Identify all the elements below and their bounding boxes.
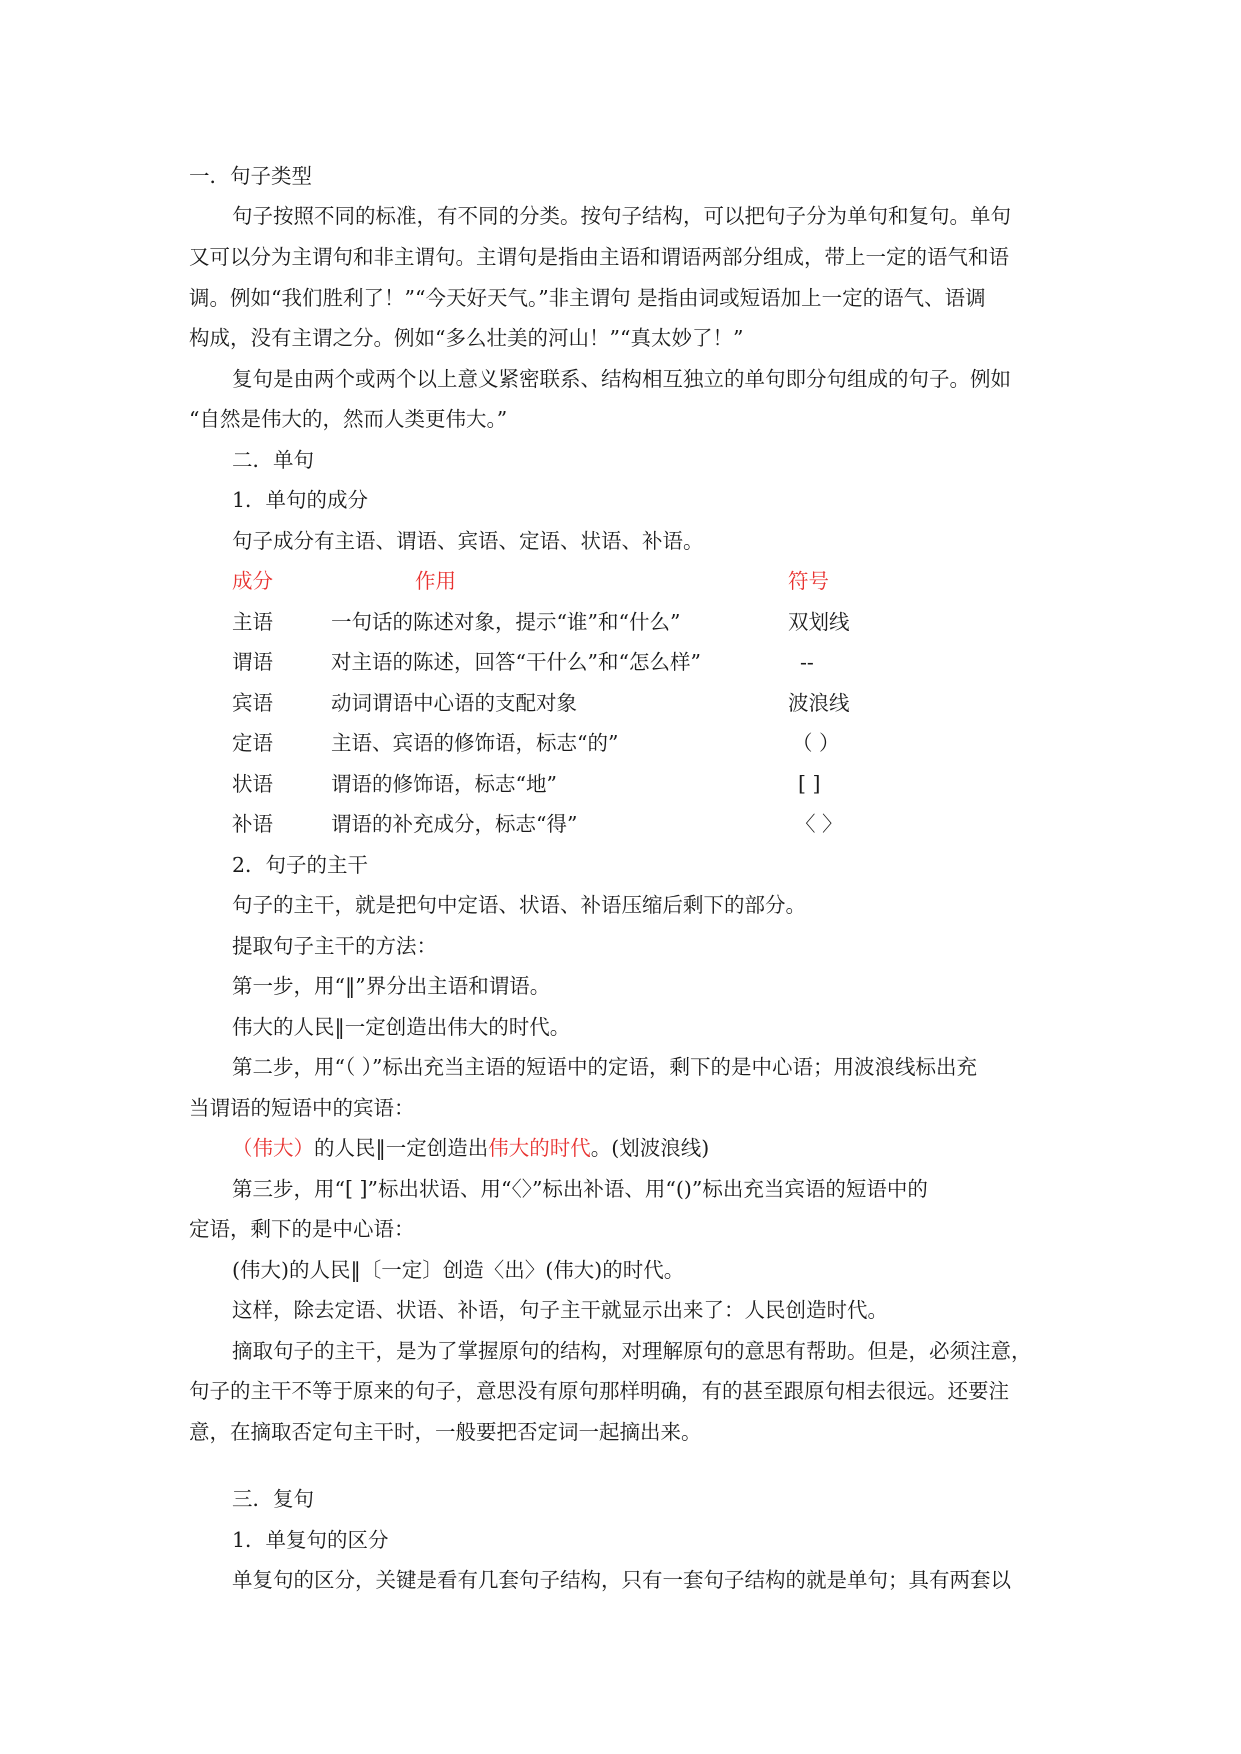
table-cell-symbol: 〈 〉 <box>795 812 843 836</box>
subsection-title: 1．单句的成分 <box>232 488 369 512</box>
object-highlight: 伟大的时代 <box>488 1136 591 1160</box>
paragraph-line: 构成，没有主谓之分。例如“多么壮美的河山！”“真太妙了！” <box>189 326 744 350</box>
paragraph-line: 第一步，用“‖”界分出主语和谓语。 <box>232 974 551 998</box>
paragraph-line: 句子的主干不等于原来的句子，意思没有原句那样明确，有的甚至跟原句相去很远。还要注 <box>189 1379 1009 1403</box>
table-cell-role: 动词谓语中心语的支配对象 <box>331 691 577 715</box>
table-cell-role: 对主语的陈述，回答“干什么”和“怎么样” <box>331 650 701 674</box>
paragraph-line: “自然是伟大的，然而人类更伟大。” <box>189 407 508 431</box>
table-cell-name: 主语 <box>232 610 273 634</box>
attributive-mark: （伟大） <box>232 1136 314 1160</box>
section-2-title: 二．单句 <box>232 448 314 472</box>
table-cell-name: 谓语 <box>232 650 273 674</box>
paragraph-line: 定语，剩下的是中心语： <box>189 1217 415 1241</box>
paragraph-line: 第三步，用“[ ]”标出状语、用“〈〉”标出补语、用“()”标出充当宾语的短语中的 <box>232 1177 928 1201</box>
section-3-title: 三．复句 <box>232 1487 314 1511</box>
paragraph-line: 第二步，用“（ ）”标出充当主语的短语中的定语，剩下的是中心语；用波浪线标出充 <box>232 1055 977 1079</box>
table-cell-role: 谓语的补充成分，标志“得” <box>331 812 578 836</box>
paragraph-line: 又可以分为主谓句和非主谓句。主谓句是指由主语和谓语两部分组成，带上一定的语气和语 <box>189 245 1009 269</box>
section-1-title: 一．句子类型 <box>189 164 312 188</box>
paragraph-line: 提取句子主干的方法： <box>232 934 437 958</box>
paragraph-line: 调。例如“我们胜利了！”“今天好天气。”非主谓句 是指由词或短语加上一定的语气、语调 <box>189 286 986 310</box>
table-cell-symbol: 波浪线 <box>788 691 850 715</box>
paragraph-line: 这样，除去定语、状语、补语，句子主干就显示出来了：人民创造时代。 <box>232 1298 888 1322</box>
subsection-title: 1．单复句的区分 <box>232 1528 389 1552</box>
example-text: 的人民‖一定创造出 <box>314 1136 489 1160</box>
table-header-symbol: 符号 <box>788 569 829 593</box>
table-cell-name: 状语 <box>232 772 273 796</box>
table-cell-name: 定语 <box>232 731 273 755</box>
table-cell-role: 主语、宾语的修饰语，标志“的” <box>331 731 619 755</box>
paragraph-line: 当谓语的短语中的宾语： <box>189 1096 415 1120</box>
example-sentence: (伟大)的人民‖〔一定〕创造〈出〉(伟大)的时代。 <box>232 1258 685 1282</box>
table-cell-symbol: [ ] <box>798 772 821 796</box>
example-note: 。(划波浪线) <box>590 1136 710 1160</box>
subsection-title: 2．句子的主干 <box>232 853 369 877</box>
paragraph-line: 意，在摘取否定句主干时，一般要把否定词一起摘出来。 <box>189 1420 702 1444</box>
paragraph-line: 句子的主干，就是把句中定语、状语、补语压缩后剩下的部分。 <box>232 893 806 917</box>
table-cell-role: 一句话的陈述对象，提示“谁”和“什么” <box>331 610 681 634</box>
table-cell-role: 谓语的修饰语，标志“地” <box>331 772 557 796</box>
table-cell-symbol: （ ） <box>792 731 840 755</box>
table-header-role: 作用 <box>415 569 456 593</box>
example-sentence-marked <box>232 1134 709 1162</box>
paragraph-line: 单复句的区分，关键是看有几套句子结构，只有一套句子结构的就是单句；具有两套以 <box>232 1568 1011 1592</box>
table-cell-name: 补语 <box>232 812 273 836</box>
table-header-component: 成分 <box>232 569 273 593</box>
example-sentence: 伟大的人民‖一定创造出伟大的时代。 <box>232 1015 571 1039</box>
paragraph-line: 句子成分有主语、谓语、宾语、定语、状语、补语。 <box>232 529 704 553</box>
table-cell-name: 宾语 <box>232 691 273 715</box>
table-cell-symbol: 双划线 <box>788 610 850 634</box>
paragraph-line: 摘取句子的主干，是为了掌握原句的结构，对理解原句的意思有帮助。但是，必须注意， <box>232 1339 1032 1363</box>
table-cell-symbol: -- <box>800 650 814 674</box>
paragraph-line: 复句是由两个或两个以上意义紧密联系、结构相互独立的单句即分句组成的句子。例如 <box>232 367 1011 391</box>
paragraph-line: 句子按照不同的标准，有不同的分类。按句子结构，可以把句子分为单句和复句。单句 <box>232 204 1011 228</box>
